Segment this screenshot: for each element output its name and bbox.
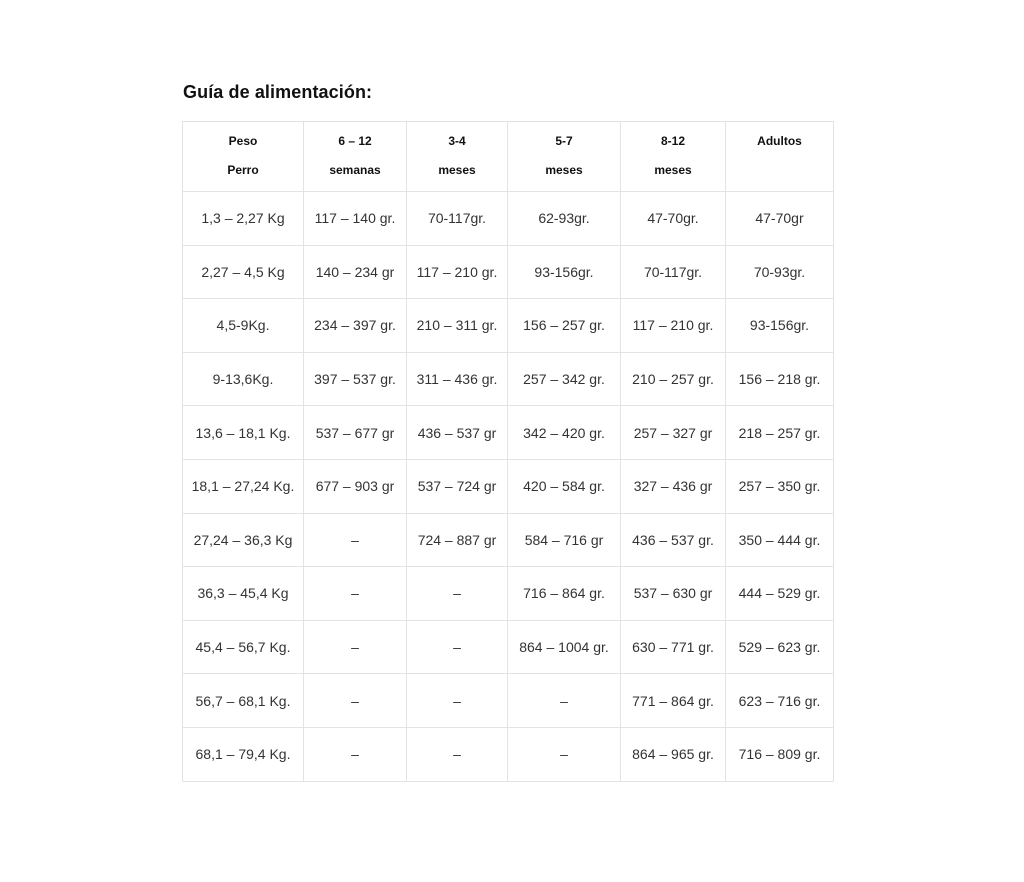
portion-cell: 117 – 210 gr. bbox=[621, 299, 726, 353]
weight-cell: 4,5-9Kg. bbox=[183, 299, 304, 353]
portion-cell: 537 – 630 gr bbox=[621, 567, 726, 621]
header-row bbox=[183, 122, 834, 192]
table-row bbox=[183, 192, 834, 246]
portion-cell: 311 – 436 gr. bbox=[407, 352, 508, 406]
portion-cell: 70-117gr. bbox=[621, 245, 726, 299]
column-header bbox=[726, 122, 834, 192]
table-row bbox=[183, 567, 834, 621]
portion-cell: 70-117gr. bbox=[407, 192, 508, 246]
portion-cell: 47-70gr. bbox=[621, 192, 726, 246]
portion-cell: 210 – 311 gr. bbox=[407, 299, 508, 353]
portion-cell: – bbox=[508, 727, 621, 781]
portion-cell: 397 – 537 gr. bbox=[304, 352, 407, 406]
portion-cell: 716 – 864 gr. bbox=[508, 567, 621, 621]
column-header-line: Peso bbox=[228, 134, 258, 148]
portion-cell: 771 – 864 gr. bbox=[621, 674, 726, 728]
weight-cell: 1,3 – 2,27 Kg bbox=[183, 192, 304, 246]
portion-cell: – bbox=[304, 674, 407, 728]
column-header-line: semanas bbox=[329, 163, 381, 177]
portion-cell: 623 – 716 gr. bbox=[726, 674, 834, 728]
portion-cell: 117 – 140 gr. bbox=[304, 192, 407, 246]
column-header-line: 6 – 12 bbox=[338, 134, 372, 148]
portion-cell: 93-156gr. bbox=[508, 245, 621, 299]
column-header-line: meses bbox=[438, 163, 476, 177]
portion-cell: 724 – 887 gr bbox=[407, 513, 508, 567]
portion-cell: 327 – 436 gr bbox=[621, 459, 726, 513]
portion-cell: 257 – 350 gr. bbox=[726, 459, 834, 513]
portion-cell: 630 – 771 gr. bbox=[621, 620, 726, 674]
portion-cell: – bbox=[304, 727, 407, 781]
column-header-line: meses bbox=[545, 163, 583, 177]
table-row bbox=[183, 406, 834, 460]
table-row bbox=[183, 245, 834, 299]
portion-cell: – bbox=[407, 727, 508, 781]
portion-cell: 257 – 327 gr bbox=[621, 406, 726, 460]
portion-cell: – bbox=[304, 513, 407, 567]
portion-cell: – bbox=[407, 567, 508, 621]
portion-cell: 210 – 257 gr. bbox=[621, 352, 726, 406]
portion-cell: 93-156gr. bbox=[726, 299, 834, 353]
portion-cell: 117 – 210 gr. bbox=[407, 245, 508, 299]
portion-cell: 444 – 529 gr. bbox=[726, 567, 834, 621]
feeding-guide-table-container bbox=[182, 121, 833, 782]
portion-cell: – bbox=[407, 620, 508, 674]
column-header bbox=[508, 122, 621, 192]
portion-cell: 436 – 537 gr. bbox=[621, 513, 726, 567]
portion-cell: 234 – 397 gr. bbox=[304, 299, 407, 353]
weight-cell: 45,4 – 56,7 Kg. bbox=[183, 620, 304, 674]
portion-cell: 218 – 257 gr. bbox=[726, 406, 834, 460]
portion-cell: 47-70gr bbox=[726, 192, 834, 246]
weight-cell: 27,24 – 36,3 Kg bbox=[183, 513, 304, 567]
portion-cell: 62-93gr. bbox=[508, 192, 621, 246]
portion-cell: 257 – 342 gr. bbox=[508, 352, 621, 406]
column-header bbox=[407, 122, 508, 192]
table-row bbox=[183, 727, 834, 781]
portion-cell: 420 – 584 gr. bbox=[508, 459, 621, 513]
portion-cell: 537 – 724 gr bbox=[407, 459, 508, 513]
table-row bbox=[183, 513, 834, 567]
weight-cell: 13,6 – 18,1 Kg. bbox=[183, 406, 304, 460]
portion-cell: 864 – 965 gr. bbox=[621, 727, 726, 781]
table-header bbox=[183, 122, 834, 192]
portion-cell: 864 – 1004 gr. bbox=[508, 620, 621, 674]
portion-cell: 156 – 218 gr. bbox=[726, 352, 834, 406]
table-row bbox=[183, 299, 834, 353]
portion-cell: 140 – 234 gr bbox=[304, 245, 407, 299]
page-title: Guía de alimentación: bbox=[183, 82, 373, 102]
weight-cell: 56,7 – 68,1 Kg. bbox=[183, 674, 304, 728]
table-row bbox=[183, 352, 834, 406]
weight-cell: 18,1 – 27,24 Kg. bbox=[183, 459, 304, 513]
feeding-guide-table bbox=[182, 121, 834, 782]
table-row bbox=[183, 674, 834, 728]
portion-cell: 716 – 809 gr. bbox=[726, 727, 834, 781]
portion-cell: – bbox=[304, 620, 407, 674]
column-header-line: Adultos bbox=[757, 134, 802, 148]
portion-cell: 584 – 716 gr bbox=[508, 513, 621, 567]
portion-cell: 156 – 257 gr. bbox=[508, 299, 621, 353]
portion-cell: 350 – 444 gr. bbox=[726, 513, 834, 567]
column-header-line: 8-12 bbox=[660, 134, 686, 148]
portion-cell: – bbox=[407, 674, 508, 728]
portion-cell: – bbox=[508, 674, 621, 728]
column-header-line: meses bbox=[654, 163, 692, 177]
column-header-line: 5-7 bbox=[555, 134, 573, 148]
table-body bbox=[183, 192, 834, 782]
table-row bbox=[183, 620, 834, 674]
column-header-line: Perro bbox=[227, 163, 259, 177]
portion-cell: 436 – 537 gr bbox=[407, 406, 508, 460]
portion-cell: 537 – 677 gr bbox=[304, 406, 407, 460]
portion-cell: 342 – 420 gr. bbox=[508, 406, 621, 460]
portion-cell: 529 – 623 gr. bbox=[726, 620, 834, 674]
portion-cell: 677 – 903 gr bbox=[304, 459, 407, 513]
column-header bbox=[304, 122, 407, 192]
weight-cell: 36,3 – 45,4 Kg bbox=[183, 567, 304, 621]
column-header bbox=[621, 122, 726, 192]
weight-cell: 2,27 – 4,5 Kg bbox=[183, 245, 304, 299]
column-header-line: 3-4 bbox=[448, 134, 466, 148]
portion-cell: 70-93gr. bbox=[726, 245, 834, 299]
weight-cell: 9-13,6Kg. bbox=[183, 352, 304, 406]
column-header bbox=[183, 122, 304, 192]
portion-cell: – bbox=[304, 567, 407, 621]
weight-cell: 68,1 – 79,4 Kg. bbox=[183, 727, 304, 781]
table-row bbox=[183, 459, 834, 513]
